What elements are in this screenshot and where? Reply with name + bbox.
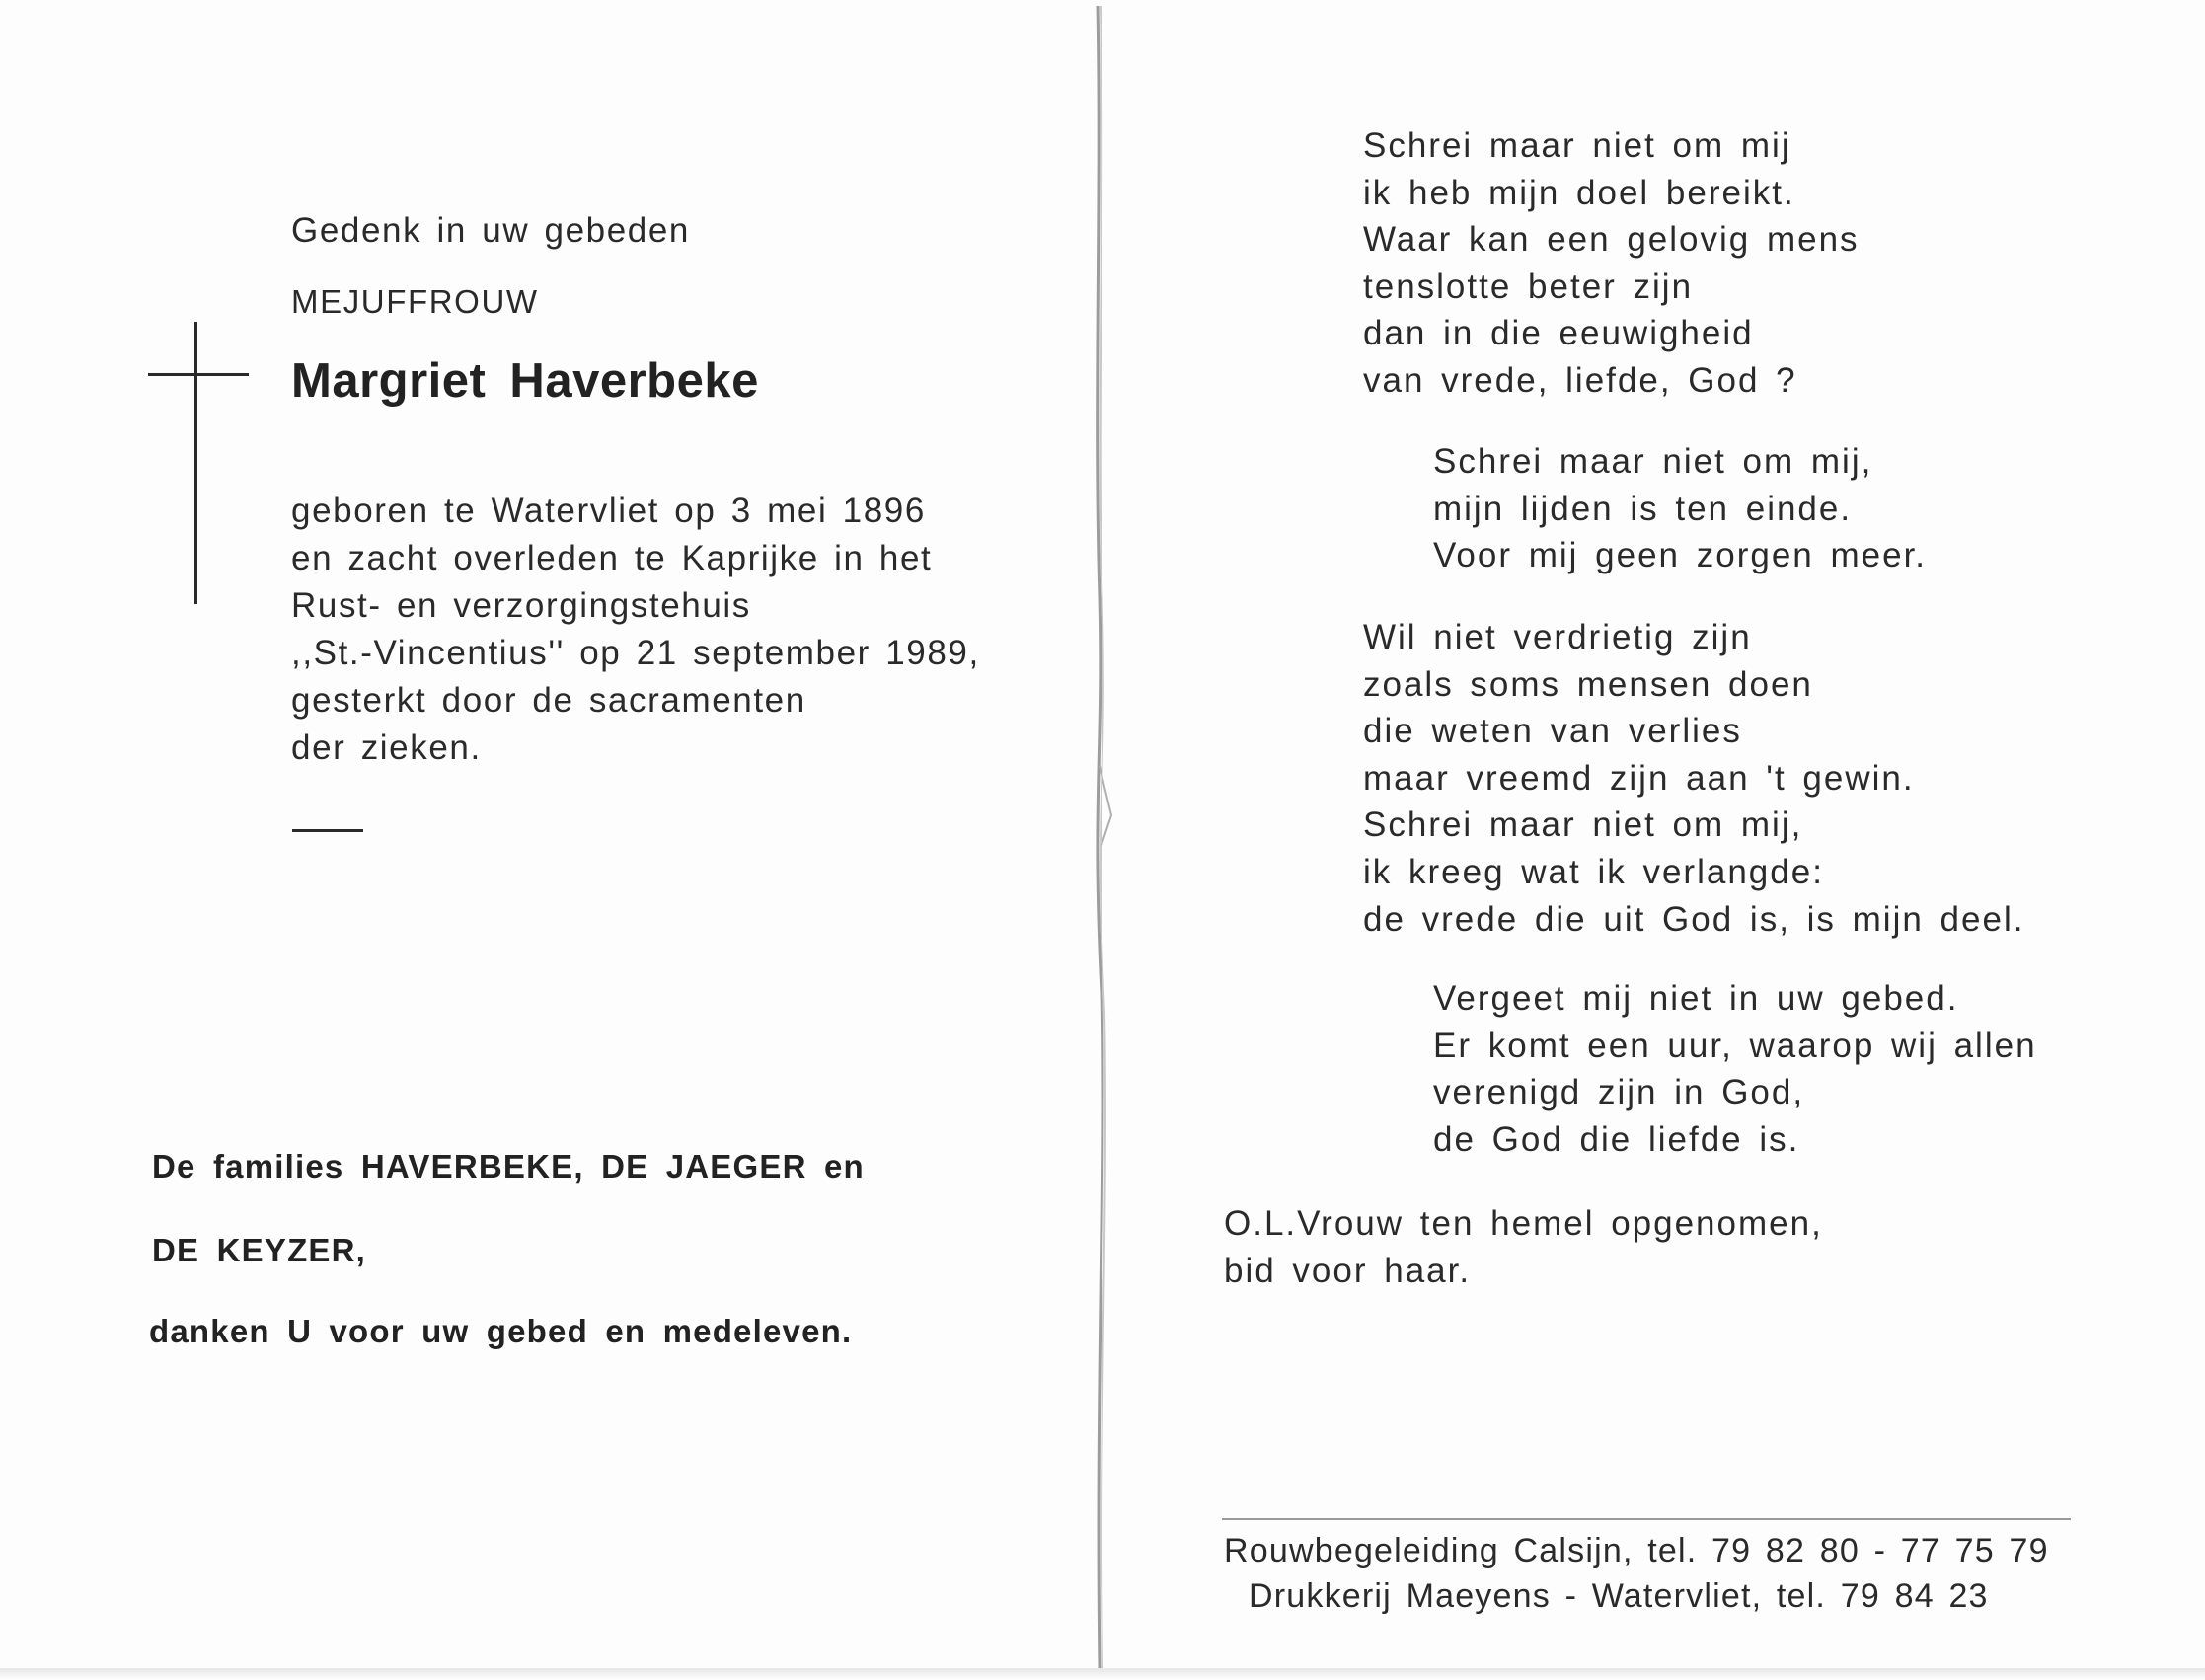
poem-line: Schrei maar niet om mij — [1363, 126, 1791, 165]
poem-line: Schrei maar niet om mij, — [1363, 805, 1803, 845]
poem-line: Waar kan een gelovig mens — [1363, 220, 1860, 260]
family-line: danken U voor uw gebed en medeleven. — [149, 1313, 853, 1349]
bio-line: geboren te Watervliet op 3 mei 1896 — [291, 492, 926, 530]
cross-icon — [148, 322, 249, 604]
family-line: DE KEYZER, — [152, 1232, 367, 1268]
poem-line: Wil niet verdrietig zijn — [1363, 618, 1752, 656]
poem-line: verenigd zijn in God, — [1433, 1073, 1805, 1112]
deceased-name: Margriet Haverbeke — [291, 354, 759, 408]
poem-line: de vrede die uit God is, is mijn deel. — [1363, 899, 2025, 939]
funeral-home-credit: Rouwbegeleiding Calsijn, tel. 79 82 80 - 77 75 79 — [1224, 1532, 2049, 1569]
poem-line: ik kreeg wat ik verlangde: — [1363, 852, 1824, 891]
poem-line: Er komt een uur, waarop wij allen — [1433, 1026, 2037, 1065]
poem-line: Vergeet mij niet in uw gebed. — [1433, 979, 1959, 1018]
poem-line: mijn lijden is ten einde. — [1433, 489, 1853, 528]
printer-credit: Drukkerij Maeyens - Watervliet, tel. 79 84 23 — [1249, 1577, 1989, 1615]
honorific: MEJUFFROUW — [291, 283, 539, 320]
poem-line: die weten van verlies — [1363, 712, 1742, 751]
credits-rule — [1222, 1518, 2071, 1520]
bio-line: gesterkt door de sacramenten — [291, 681, 806, 720]
poem-stanza-3 — [1363, 614, 2024, 943]
bio-line: ,,St.-Vincentius'' op 21 september 1989, — [291, 634, 980, 672]
poem-line: zoals soms mensen doen — [1363, 664, 1813, 704]
prayer-line: O.L.Vrouw ten hemel opgenomen, — [1224, 1204, 1823, 1243]
bio-line: en zacht overleden te Kaprijke in het — [291, 539, 933, 577]
poem-stanza-1 — [1363, 122, 1860, 405]
bio-line: der zieken. — [291, 728, 482, 767]
poem-line: Voor mij geen zorgen meer. — [1433, 536, 1928, 575]
prayer — [1224, 1200, 1823, 1294]
poem-line: dan in die eeuwigheid — [1363, 314, 1754, 353]
intro-text: Gedenk in uw gebeden — [291, 211, 690, 250]
poem-stanza-2 — [1433, 438, 1927, 579]
biography — [291, 488, 980, 772]
divider-dash — [292, 829, 363, 832]
poem-line: van vrede, liefde, God ? — [1363, 360, 1797, 400]
poem-line: de God die liefde is. — [1433, 1119, 1800, 1159]
poem-line: Schrei maar niet om mij, — [1433, 442, 1873, 481]
poem-line: maar vreemd zijn aan 't gewin. — [1363, 758, 1915, 798]
bio-line: Rust- en verzorgingstehuis — [291, 586, 751, 625]
poem-stanza-4 — [1433, 975, 2037, 1163]
fold-crease — [1084, 6, 1113, 1668]
card-bottom-edge — [0, 1668, 2205, 1680]
prayer-line: bid voor haar. — [1224, 1251, 1472, 1290]
family-line: De families HAVERBEKE, DE JAEGER en — [152, 1148, 865, 1184]
poem-line: tenslotte beter zijn — [1363, 267, 1694, 306]
poem-line: ik heb mijn doel bereikt. — [1363, 173, 1795, 212]
